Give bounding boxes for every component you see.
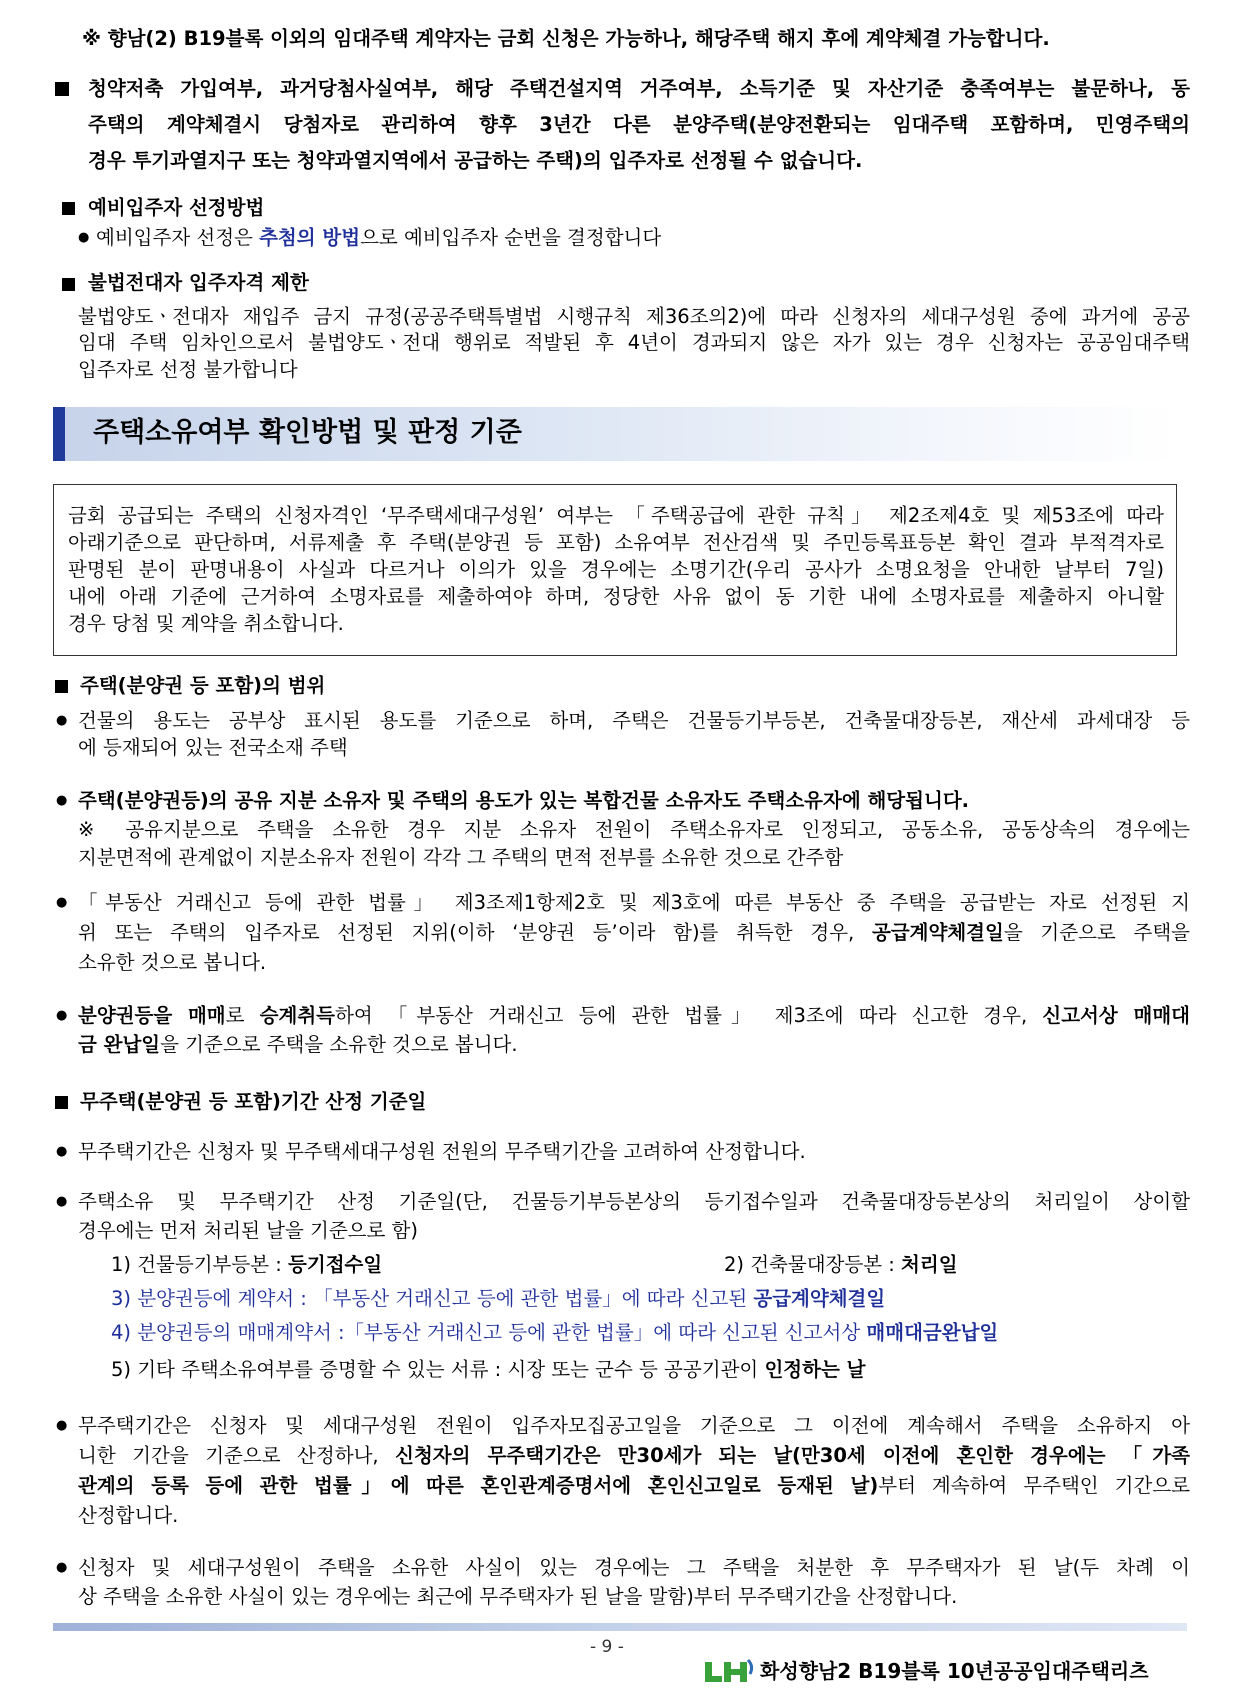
- period-b3-line-4: 산정합니다.: [78, 1504, 179, 1527]
- box-line-4: 내에 아래 기준에 근거하여 소명자료를 제출하여야 하며, 정당한 사유 없이 동 기한 내에 소명자료를 제출하지 아니할: [68, 585, 1164, 608]
- illegal-heading: 불법전대자 입주자격 제한: [88, 271, 309, 294]
- scope-b3-line-3: 소유한 것으로 봅니다.: [78, 951, 267, 974]
- period-item-1: 1) 건물등기부등본 : 등기접수일: [111, 1253, 383, 1276]
- period-b4-line-1: 신청자 및 세대구성원이 주택을 소유한 사실이 있는 경우에는 그 주택을 처분한 후 무주택자가 된 날(두 차례 이: [78, 1556, 1190, 1579]
- illegal-line-1: 불법양도ㆍ전대자 재입주 금지 규정(공공주택특별법 시행규칙 제36조의2)에 따라 신청자의 세대구성원 중에 과거에 공공: [78, 305, 1190, 328]
- section-title: 주택소유여부 확인방법 및 판정 기준: [93, 417, 522, 448]
- bullet-dot-icon: ●: [56, 1418, 68, 1433]
- scope-b1-line-2: 에 등재되어 있는 전국소재 주택: [78, 736, 348, 759]
- bullet-dot-icon: ●: [56, 1560, 68, 1575]
- scope-b3-line-2: 위 또는 주택의 입주자로 선정된 지위(이하 ‘분양권 등’이라 함)를 취득한 경우, 공급계약체결일을 기준으로 주택을: [78, 921, 1191, 944]
- box-line-2: 아래기준으로 판단하며, 서류제출 후 주택(분양권 등 포함) 소유여부 전산검색 및 주민등록표등본 확인 결과 부적격자로: [68, 531, 1164, 554]
- scope-b2-line-2: ※ 공유지분으로 주택을 소유한 경우 지분 소유자 전원이 주택소유자로 인정되고, 공동소유, 공동상속의 경우에는: [78, 818, 1190, 841]
- bullet-dot-icon: ●: [78, 230, 90, 245]
- square-bullet-icon: [55, 82, 69, 96]
- notice-line-3: 경우 투기과열지구 또는 청약과열지역에서 공급하는 주택)의 입주자로 선정될 수 없습니다.: [88, 149, 863, 172]
- note-b19: ※ 향남(2) B19블록 이외의 임대주택 계약자는 금회 신청은 가능하나, 해당주택 해지 후에 계약체결 가능합니다.: [82, 27, 1050, 50]
- period-b1: 무주택기간은 신청자 및 무주택세대구성원 전원의 무주택기간을 고려하여 산정합니다.: [78, 1140, 806, 1163]
- reserve-heading: 예비입주자 선정방법: [88, 196, 265, 219]
- illegal-line-2: 임대 주택 임차인으로서 불법양도ㆍ전대 행위로 적발된 후 4년이 경과되지 않은 자가 있는 경우 신청자는 공공임대주택: [78, 331, 1190, 354]
- bullet-dot-icon: ●: [56, 895, 68, 910]
- box-line-5: 경우 당첨 및 계약을 취소합니다.: [68, 612, 344, 635]
- box-line-3: 판명된 분이 판명내용이 사실과 다르거나 이의가 있을 경우에는 소명기간(우리 공사가 소명요청을 안내한 날부터 7일): [68, 558, 1164, 581]
- scope-b4-line-1: 분양권등을 매매로 승계취득하여 「부동산 거래신고 등에 관한 법률」 제3조에 따라 신고한 경우, 신고서상 매매대: [78, 1004, 1190, 1027]
- bullet-dot-icon: ●: [56, 1194, 68, 1209]
- scope-b1-line-1: 건물의 용도는 공부상 표시된 용도를 기준으로 하며, 주택은 건물등기부등본, 건축물대장등본, 재산세 과세대장 등: [78, 709, 1190, 732]
- period-item-2: 2) 건축물대장등본 : 처리일: [724, 1253, 958, 1276]
- box-line-1: 금회 공급되는 주택의 신청자격인 ‘무주택세대구성원’ 여부는 「주택공급에 관한 규칙」 제2조제4호 및 제53조에 따라: [68, 504, 1164, 527]
- bullet-dot-icon: ●: [56, 713, 68, 728]
- footer-title: 화성향남2 B19블록 10년공공임대주택리츠: [760, 1659, 1149, 1683]
- illegal-line-3: 입주자로 선정 불가합니다: [78, 358, 298, 381]
- reserve-text: 예비입주자 선정은 추첨의 방법으로 예비입주자 순번을 결정합니다: [96, 226, 662, 249]
- square-bullet-icon: [62, 202, 75, 215]
- scope-b4-line-2: 금 완납일을 기준으로 주택을 소유한 것으로 봅니다.: [78, 1033, 518, 1056]
- period-item-3: 3) 분양권등에 계약서 : 「부동산 거래신고 등에 관한 법률」에 따라 신고된 공급계약체결일: [111, 1287, 886, 1310]
- scope-heading: 주택(분양권 등 포함)의 범위: [80, 674, 326, 697]
- period-b3-line-3: 관계의 등록 등에 관한 법률」에 따른 혼인관계증명서에 혼인신고일로 등재된 날)부터 계속하여 무주택인 기간으로: [78, 1474, 1190, 1497]
- square-bullet-icon: [55, 680, 68, 693]
- notice-line-2: 주택의 계약체결시 당첨자로 관리하여 향후 3년간 다른 분양주택(분양전환되는 임대주택 포함하며, 민영주택의: [88, 113, 1190, 136]
- section-banner-accent: [53, 407, 65, 461]
- period-b3-line-1: 무주택기간은 신청자 및 세대구성원 전원이 입주자모집공고일을 기준으로 그 이전에 계속해서 주택을 소유하지 아: [78, 1414, 1190, 1437]
- footer-rule: [53, 1623, 1187, 1631]
- bullet-dot-icon: ●: [56, 793, 68, 808]
- square-bullet-icon: [55, 1096, 68, 1109]
- period-b3-line-2: 니한 기간을 기준으로 산정하나, 신청자의 무주택기간은 만30세가 되는 날(만30세 이전에 혼인한 경우에는 「가족: [78, 1444, 1190, 1467]
- period-item-4: 4) 분양권등의 매매계약서 :「부동산 거래신고 등에 관한 법률」에 따라 신고된 신고서상 매매대금완납일: [111, 1321, 999, 1344]
- square-bullet-icon: [62, 278, 75, 291]
- scope-b3-line-1: 「부동산 거래신고 등에 관한 법률」 제3조제1항제2호 및 제3호에 따른 부동산 중 주택을 공급받는 자로 선정된 지: [78, 891, 1190, 914]
- period-item-5: 5) 기타 주택소유여부를 증명할 수 있는 서류 : 시장 또는 군수 등 공공기관이 인정하는 날: [111, 1358, 866, 1381]
- period-heading: 무주택(분양권 등 포함)기간 산정 기준일: [80, 1090, 427, 1113]
- page-number: - 9 -: [590, 1637, 624, 1657]
- bullet-dot-icon: ●: [56, 1008, 68, 1023]
- scope-b2-line-3: 지분면적에 관계없이 지분소유자 전원이 각각 그 주택의 면적 전부를 소유한 것으로 간주함: [78, 846, 844, 869]
- period-b2-line-2: 경우에는 먼저 처리된 날을 기준으로 함): [78, 1219, 418, 1242]
- period-b4-line-2: 상 주택을 소유한 사실이 있는 경우에는 최근에 무주택자가 된 날을 말함)부터 무주택기간을 산정합니다.: [78, 1585, 958, 1608]
- notice-line-1: 청약저축 가입여부, 과거당첨사실여부, 해당 주택건설지역 거주여부, 소득기준 및 자산기준 충족여부는 불문하나, 동: [88, 77, 1190, 100]
- bullet-dot-icon: ●: [56, 1144, 68, 1159]
- scope-b2-line-1: 주택(분양권등)의 공유 지분 소유자 및 주택의 용도가 있는 복합건물 소유자도 주택소유자에 해당됩니다.: [78, 789, 970, 812]
- lh-logo-icon: [702, 1656, 756, 1686]
- period-b2-line-1: 주택소유 및 무주택기간 산정 기준일(단, 건물등기부등본상의 등기접수일과 건축물대장등본상의 처리일이 상이할: [78, 1190, 1190, 1213]
